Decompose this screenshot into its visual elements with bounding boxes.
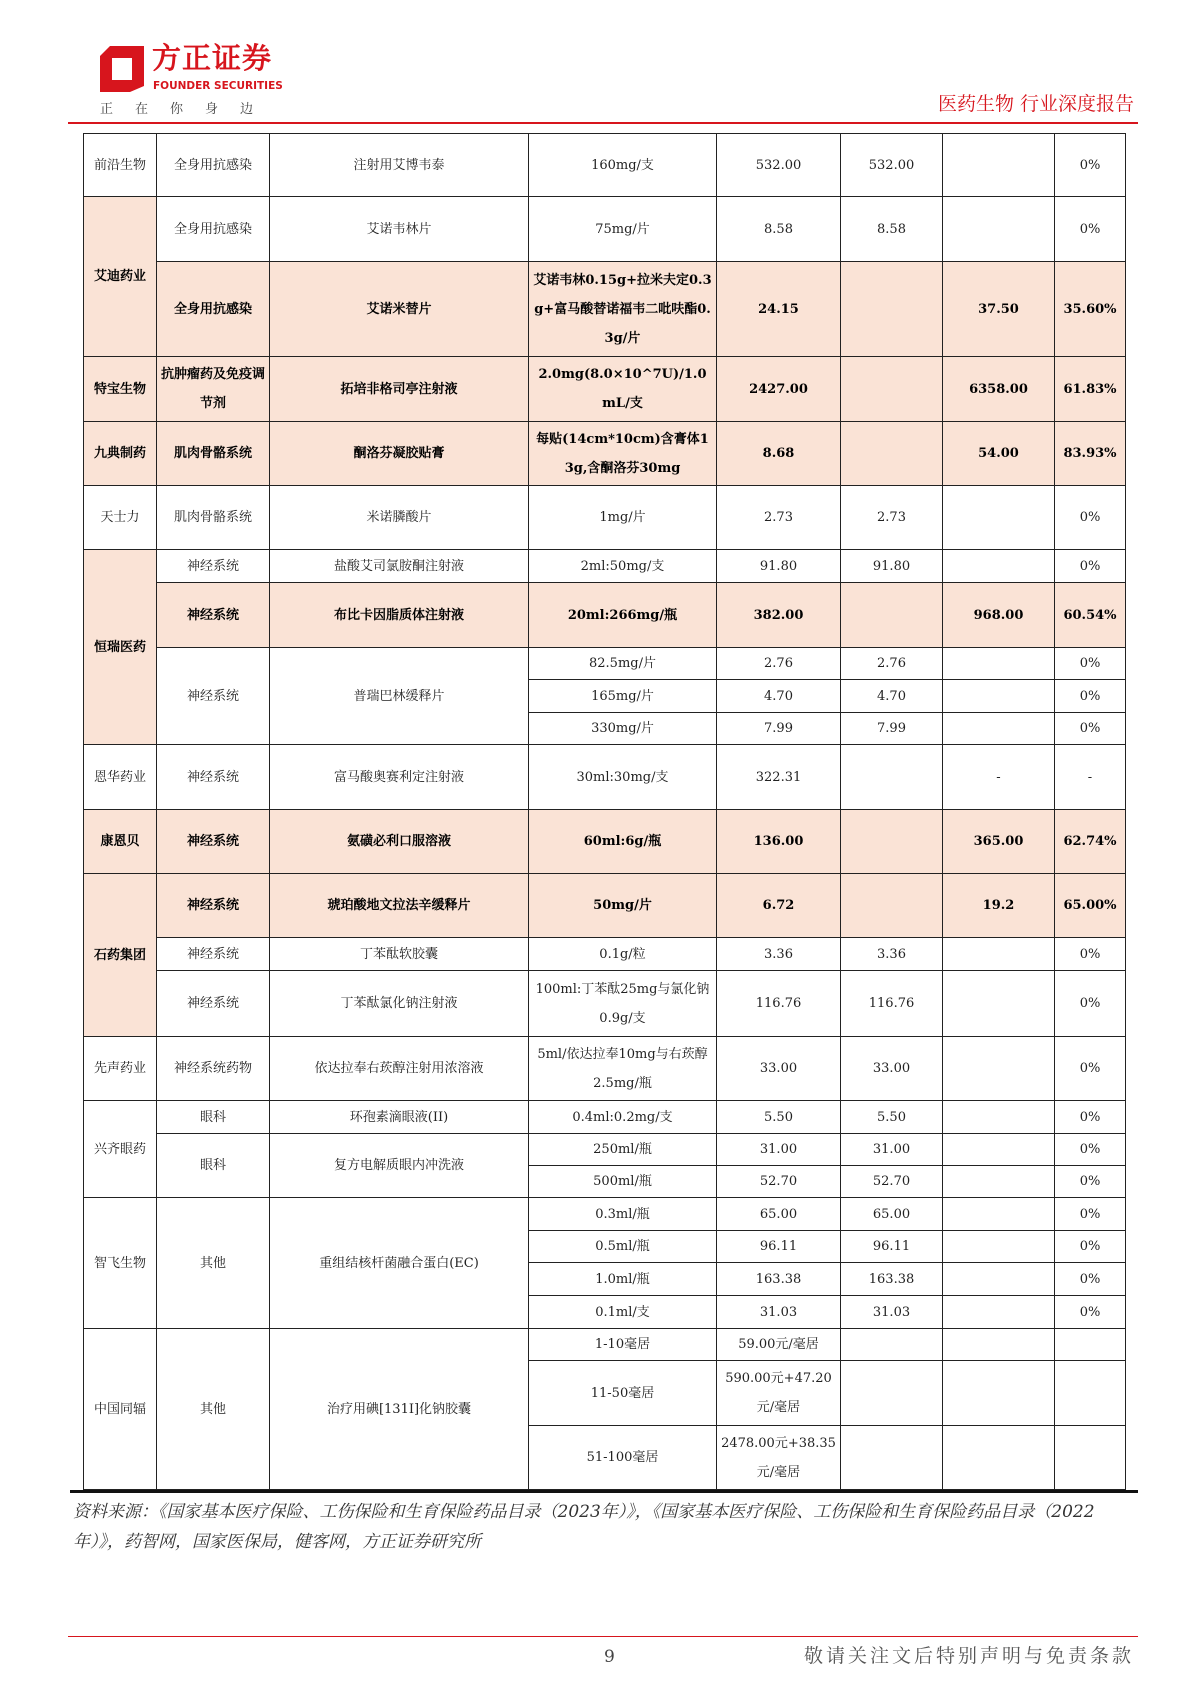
cell-change: 0% <box>1055 197 1126 262</box>
cell-specification: 0.1g/粒 <box>529 938 717 971</box>
cell-specification: 2ml:50mg/支 <box>529 550 717 583</box>
cell-price-before <box>841 422 943 486</box>
cell-specification: 0.3ml/瓶 <box>529 1198 717 1231</box>
cell-price: 5.50 <box>717 1101 841 1134</box>
cell-specification: 5ml/依达拉奉10mg与右莰醇2.5mg/瓶 <box>529 1037 717 1101</box>
cell-change: 0% <box>1055 1296 1126 1329</box>
cell-category: 抗肿瘤药及免疫调节剂 <box>157 357 270 422</box>
cell-specification: 500ml/瓶 <box>529 1166 717 1198</box>
cell-price-before: 4.70 <box>841 680 943 713</box>
cell-price: 8.68 <box>717 422 841 486</box>
table-row <box>84 745 1126 810</box>
cell-price-after <box>943 486 1055 550</box>
cell-category: 眼科 <box>157 1134 270 1198</box>
cell-price-before: 163.38 <box>841 1263 943 1296</box>
table-row <box>84 583 1126 648</box>
cell-drug-name: 重组结核杆菌融合蛋白(EC) <box>270 1198 529 1329</box>
cell-price-before: 31.03 <box>841 1296 943 1329</box>
cell-price: 7.99 <box>717 713 841 745</box>
cell-category: 其他 <box>157 1198 270 1329</box>
cell-change: 0% <box>1055 1101 1126 1134</box>
cell-price-before: 8.58 <box>841 197 943 262</box>
table-row <box>84 971 1126 1037</box>
cell-change <box>1055 1329 1126 1361</box>
cell-change <box>1055 1426 1126 1490</box>
cell-price: 532.00 <box>717 134 841 197</box>
cell-price-after: 19.2 <box>943 874 1055 938</box>
cell-price-before: 3.36 <box>841 938 943 971</box>
cell-specification: 51-100毫居 <box>529 1426 717 1490</box>
cell-price-before: 52.70 <box>841 1166 943 1198</box>
cell-drug-name: 依达拉奉右莰醇注射用浓溶液 <box>270 1037 529 1101</box>
cell-price-after <box>943 648 1055 680</box>
cell-price-before: 91.80 <box>841 550 943 583</box>
cell-category: 神经系统 <box>157 971 270 1037</box>
cell-price-before: 7.99 <box>841 713 943 745</box>
cell-price-after <box>943 938 1055 971</box>
cell-price-before <box>841 1329 943 1361</box>
cell-company: 兴齐眼药 <box>84 1101 157 1198</box>
cell-price: 96.11 <box>717 1231 841 1263</box>
cell-price-after <box>943 1037 1055 1101</box>
report-type: 医药生物 行业深度报告 <box>937 93 1134 115</box>
footer-divider <box>68 1636 1138 1637</box>
logo-mark-icon <box>100 46 144 92</box>
cell-price-before: 31.00 <box>841 1134 943 1166</box>
cell-price: 2.73 <box>717 486 841 550</box>
cell-category: 神经系统 <box>157 583 270 648</box>
cell-company: 恒瑞医药 <box>84 550 157 745</box>
cell-price-after: 6358.00 <box>943 357 1055 422</box>
cell-price-after <box>943 1296 1055 1329</box>
cell-specification: 1.0ml/瓶 <box>529 1263 717 1296</box>
cell-company: 恩华药业 <box>84 745 157 810</box>
cell-price-before: 33.00 <box>841 1037 943 1101</box>
cell-price: 65.00 <box>717 1198 841 1231</box>
cell-drug-name: 琥珀酸地文拉法辛缓释片 <box>270 874 529 938</box>
cell-price: 590.00元+47.20元/毫居 <box>717 1361 841 1426</box>
cell-price: 2478.00元+38.35元/毫居 <box>717 1426 841 1490</box>
cell-drug-name: 艾诺韦林片 <box>270 197 529 262</box>
cell-price-after <box>943 1101 1055 1134</box>
cell-price-after <box>943 1361 1055 1426</box>
cell-price-before <box>841 810 943 874</box>
cell-specification: 100ml:丁苯酞25mg与氯化钠0.9g/支 <box>529 971 717 1037</box>
cell-specification: 165mg/片 <box>529 680 717 713</box>
cell-price: 4.70 <box>717 680 841 713</box>
source-note: 资料来源：《国家基本医疗保险、工伤保险和生育保险药品目录（2023年）》，《国家基本医疗保险、工伤保险和生育保险药品目录（2022年）》，药智网，国家医保局，健客网，方正证券研究所 <box>73 1502 1095 1552</box>
cell-price-after <box>943 1198 1055 1231</box>
cell-specification: 0.5ml/瓶 <box>529 1231 717 1263</box>
cell-price: 322.31 <box>717 745 841 810</box>
founder-securities-logo <box>100 41 300 96</box>
cell-drug-name: 普瑞巴林缓释片 <box>270 648 529 745</box>
cell-price-after <box>943 1263 1055 1296</box>
logo-english-name: FOUNDER SECURITIES <box>153 80 283 92</box>
cell-drug-name: 富马酸奥赛利定注射液 <box>270 745 529 810</box>
cell-change: 0% <box>1055 938 1126 971</box>
cell-category: 神经系统 <box>157 874 270 938</box>
cell-price: 163.38 <box>717 1263 841 1296</box>
cell-price-before: 2.76 <box>841 648 943 680</box>
cell-price-after <box>943 550 1055 583</box>
table-row <box>84 262 1126 357</box>
cell-specification: 0.4ml:0.2mg/支 <box>529 1101 717 1134</box>
cell-change: 0% <box>1055 1134 1126 1166</box>
table-body <box>84 134 1126 1490</box>
cell-company: 前沿生物 <box>84 134 157 197</box>
cell-category: 其他 <box>157 1329 270 1490</box>
cell-price-before: 5.50 <box>841 1101 943 1134</box>
cell-category: 全身用抗感染 <box>157 134 270 197</box>
cell-price-before: 65.00 <box>841 1198 943 1231</box>
cell-price: 2427.00 <box>717 357 841 422</box>
cell-company: 天士力 <box>84 486 157 550</box>
cell-specification: 1mg/片 <box>529 486 717 550</box>
cell-price: 33.00 <box>717 1037 841 1101</box>
cell-change: 0% <box>1055 1037 1126 1101</box>
table-row <box>84 197 1126 262</box>
cell-specification: 82.5mg/片 <box>529 648 717 680</box>
cell-change: - <box>1055 745 1126 810</box>
cell-price: 59.00元/毫居 <box>717 1329 841 1361</box>
cell-category: 神经系统 <box>157 648 270 745</box>
page-number: 9 <box>604 1647 615 1667</box>
table-row <box>84 874 1126 938</box>
cell-change: 0% <box>1055 1166 1126 1198</box>
cell-drug-name: 拓培非格司亭注射液 <box>270 357 529 422</box>
table-row <box>84 1198 1126 1231</box>
cell-company: 特宝生物 <box>84 357 157 422</box>
cell-change: 62.74% <box>1055 810 1126 874</box>
cell-specification: 11-50毫居 <box>529 1361 717 1426</box>
cell-price: 91.80 <box>717 550 841 583</box>
cell-change: 0% <box>1055 486 1126 550</box>
cell-price-after <box>943 680 1055 713</box>
cell-specification: 50mg/片 <box>529 874 717 938</box>
cell-specification: 160mg/支 <box>529 134 717 197</box>
cell-price-after: 37.50 <box>943 262 1055 357</box>
cell-price-after: 365.00 <box>943 810 1055 874</box>
table-bottom-rule <box>70 1490 1138 1493</box>
cell-drug-name: 环孢素滴眼液(II) <box>270 1101 529 1134</box>
header-divider <box>68 122 1138 124</box>
cell-change: 61.83% <box>1055 357 1126 422</box>
cell-price-before <box>841 1426 943 1490</box>
cell-specification: 艾诺韦林0.15g+拉米夫定0.3g+富马酸替诺福韦二吡呋酯0.3g/片 <box>529 262 717 357</box>
cell-change: 0% <box>1055 971 1126 1037</box>
cell-change: 65.00% <box>1055 874 1126 938</box>
cell-price-after <box>943 197 1055 262</box>
cell-specification: 20ml:266mg/瓶 <box>529 583 717 648</box>
cell-specification: 30ml:30mg/支 <box>529 745 717 810</box>
cell-price-after <box>943 971 1055 1037</box>
cell-price-after <box>943 713 1055 745</box>
table-row <box>84 1037 1126 1101</box>
cell-change: 0% <box>1055 713 1126 745</box>
table-row <box>84 357 1126 422</box>
cell-price: 24.15 <box>717 262 841 357</box>
cell-drug-name: 丁苯酞氯化钠注射液 <box>270 971 529 1037</box>
table-row <box>84 550 1126 583</box>
cell-price-before <box>841 262 943 357</box>
cell-price-before: 116.76 <box>841 971 943 1037</box>
cell-specification: 1-10毫居 <box>529 1329 717 1361</box>
cell-change: 0% <box>1055 1263 1126 1296</box>
cell-price-after <box>943 1134 1055 1166</box>
cell-price-before: 2.73 <box>841 486 943 550</box>
cell-category: 全身用抗感染 <box>157 262 270 357</box>
cell-price: 8.58 <box>717 197 841 262</box>
cell-price-before <box>841 583 943 648</box>
table-row <box>84 648 1126 680</box>
cell-change: 60.54% <box>1055 583 1126 648</box>
cell-change: 35.60% <box>1055 262 1126 357</box>
cell-category: 神经系统 <box>157 810 270 874</box>
table-row <box>84 810 1126 874</box>
cell-company: 康恩贝 <box>84 810 157 874</box>
cell-price-before <box>841 874 943 938</box>
cell-company: 九典制药 <box>84 422 157 486</box>
cell-price-before: 96.11 <box>841 1231 943 1263</box>
cell-drug-name: 酮洛芬凝胶贴膏 <box>270 422 529 486</box>
cell-company: 中国同辐 <box>84 1329 157 1490</box>
cell-drug-name: 注射用艾博韦泰 <box>270 134 529 197</box>
cell-specification: 330mg/片 <box>529 713 717 745</box>
cell-drug-name: 治疗用碘[131I]化钠胶囊 <box>270 1329 529 1490</box>
cell-category: 肌肉骨骼系统 <box>157 486 270 550</box>
table-row <box>84 1329 1126 1361</box>
cell-price: 136.00 <box>717 810 841 874</box>
cell-specification: 75mg/片 <box>529 197 717 262</box>
cell-price-after <box>943 1329 1055 1361</box>
cell-price-after <box>943 1426 1055 1490</box>
cell-price-before <box>841 1361 943 1426</box>
cell-change: 0% <box>1055 680 1126 713</box>
table-row <box>84 486 1126 550</box>
cell-price-after: 968.00 <box>943 583 1055 648</box>
cell-category: 眼科 <box>157 1101 270 1134</box>
table-row <box>84 1134 1126 1166</box>
cell-drug-name: 氨磺必利口服溶液 <box>270 810 529 874</box>
disclaimer-link[interactable]: 敬请关注文后特别声明与免责条款 <box>803 1645 1134 1667</box>
cell-price-before <box>841 357 943 422</box>
cell-change: 0% <box>1055 550 1126 583</box>
cell-change: 0% <box>1055 648 1126 680</box>
cell-change: 0% <box>1055 1231 1126 1263</box>
cell-specification: 60ml:6g/瓶 <box>529 810 717 874</box>
cell-category: 神经系统 <box>157 745 270 810</box>
cell-price: 116.76 <box>717 971 841 1037</box>
slogan: 正在你身边 <box>100 102 276 117</box>
table-row <box>84 422 1126 486</box>
cell-change <box>1055 1361 1126 1426</box>
cell-category: 神经系统 <box>157 550 270 583</box>
cell-price-before <box>841 745 943 810</box>
cell-company: 先声药业 <box>84 1037 157 1101</box>
cell-drug-name: 布比卡因脂质体注射液 <box>270 583 529 648</box>
cell-drug-name: 艾诺米替片 <box>270 262 529 357</box>
cell-drug-name: 丁苯酞软胶囊 <box>270 938 529 971</box>
cell-specification: 0.1ml/支 <box>529 1296 717 1329</box>
content-flow <box>68 133 1138 1557</box>
cell-specification: 2.0mg(8.0×10^7U)/1.0mL/支 <box>529 357 717 422</box>
table-row <box>84 134 1126 197</box>
cell-price-before: 532.00 <box>841 134 943 197</box>
cell-price-after <box>943 134 1055 197</box>
cell-price-after <box>943 1166 1055 1198</box>
cell-price-after: - <box>943 745 1055 810</box>
logo-chinese-name: 方正证券 <box>152 41 273 75</box>
cell-price: 3.36 <box>717 938 841 971</box>
cell-drug-name: 盐酸艾司氯胺酮注射液 <box>270 550 529 583</box>
cell-specification: 每贴(14cm*10cm)含膏体13g,含酮洛芬30mg <box>529 422 717 486</box>
drug-price-table <box>83 133 1126 1490</box>
cell-change: 0% <box>1055 1198 1126 1231</box>
cell-price: 2.76 <box>717 648 841 680</box>
table-row <box>84 938 1126 971</box>
cell-price: 382.00 <box>717 583 841 648</box>
cell-drug-name: 复方电解质眼内冲洗液 <box>270 1134 529 1198</box>
cell-change: 0% <box>1055 134 1126 197</box>
cell-specification: 250ml/瓶 <box>529 1134 717 1166</box>
cell-price: 52.70 <box>717 1166 841 1198</box>
cell-price-after <box>943 1231 1055 1263</box>
cell-price: 31.03 <box>717 1296 841 1329</box>
cell-change: 83.93% <box>1055 422 1126 486</box>
cell-company: 智飞生物 <box>84 1198 157 1329</box>
cell-category: 神经系统 <box>157 938 270 971</box>
table-row <box>84 1101 1126 1134</box>
cell-price-after: 54.00 <box>943 422 1055 486</box>
cell-category: 全身用抗感染 <box>157 197 270 262</box>
cell-category: 肌肉骨骼系统 <box>157 422 270 486</box>
cell-price: 31.00 <box>717 1134 841 1166</box>
cell-company: 艾迪药业 <box>84 197 157 357</box>
cell-drug-name: 米诺膦酸片 <box>270 486 529 550</box>
cell-price: 6.72 <box>717 874 841 938</box>
cell-company: 石药集团 <box>84 874 157 1037</box>
cell-category: 神经系统药物 <box>157 1037 270 1101</box>
